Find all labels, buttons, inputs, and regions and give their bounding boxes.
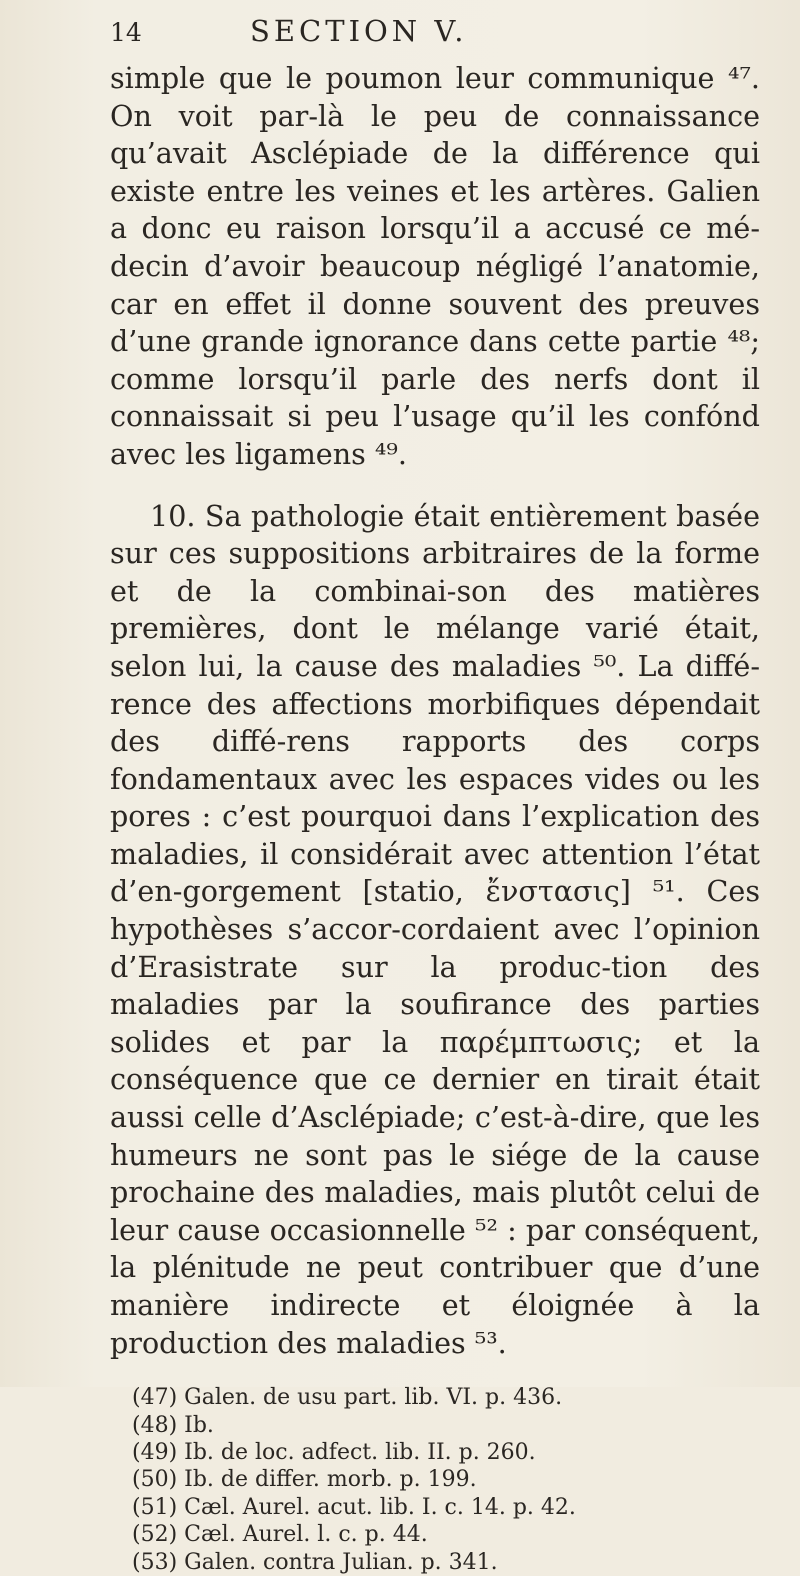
footnote: (47) Galen. de usu part. lib. VI. p. 436. — [132, 1385, 563, 1411]
footnote: (51) Cæl. Aurel. acut. lib. I. c. 14. p. 42. — [132, 1494, 576, 1520]
paragraph: simple que le poumon leur communique ⁴⁷. On voit par-là le peu de connaissance qu’avait Asclépiade de la différence qui existe entre les veines et les artères. Galien a donc eu raison lorsqu’il a accusé ce mé-decin d’avoir beaucoup négligé l’anatomie, car en effet il donne souvent des preuves d’une grande ignorance dans cette partie ⁴⁸; comme lorsqu’il parle des nerfs dont il connaissait si peu l’usage qu’il les confónd avec les ligamens ⁴⁹. — [110, 61, 760, 471]
running-head: SECTION V. — [250, 14, 468, 48]
footnote: (53) Galen. contra Julian. p. 341. — [132, 1549, 498, 1575]
paragraph: 10. Sa pathologie était entièrement basée sur ces suppositions arbitraires de la forme et de la combinai-son des matières premières, dont le mélange varié était, selon lui, la cause des maladies ⁵⁰. La diffé-rence des affections morbifiques dépendait des diffé-rens rapports des corps fondamentaux avec les espaces vides ou les pores : c’est pourquoi dans l’explication des maladies, il considérait avec attention l’état d’en-gorgement [statio, ἔνστασις] ⁵¹. Ces hypothèses s’accor-cordaient avec l’opinion d’Erasistrate sur la produc-tion des maladies par la soufirance des parties solides et par la παρέμπτωσις; et la conséquence que ce dernier en tirait était aussi celle d’Asclépiade; c’est-à-dire, que les humeurs ne sont pas le siége de la cause prochaine des maladies, mais plutôt celui de leur cause occasionnelle ⁵² : par conséquent, la plénitude ne peut contribuer que d’une manière indirecte et éloignée à la production des maladies ⁵³. — [110, 498, 760, 1360]
footnote: (48) Ib. — [132, 1412, 214, 1438]
footnotes — [110, 1384, 760, 1576]
page-number: 14 — [110, 18, 142, 47]
footnote: (50) Ib. de differ. morb. p. 199. — [132, 1467, 477, 1493]
footnote: (52) Cæl. Aurel. l. c. p. 44. — [132, 1522, 428, 1548]
page-header — [110, 14, 760, 60]
body-text — [110, 60, 760, 1362]
footnote: (49) Ib. de loc. adfect. lib. II. p. 260. — [132, 1440, 536, 1465]
